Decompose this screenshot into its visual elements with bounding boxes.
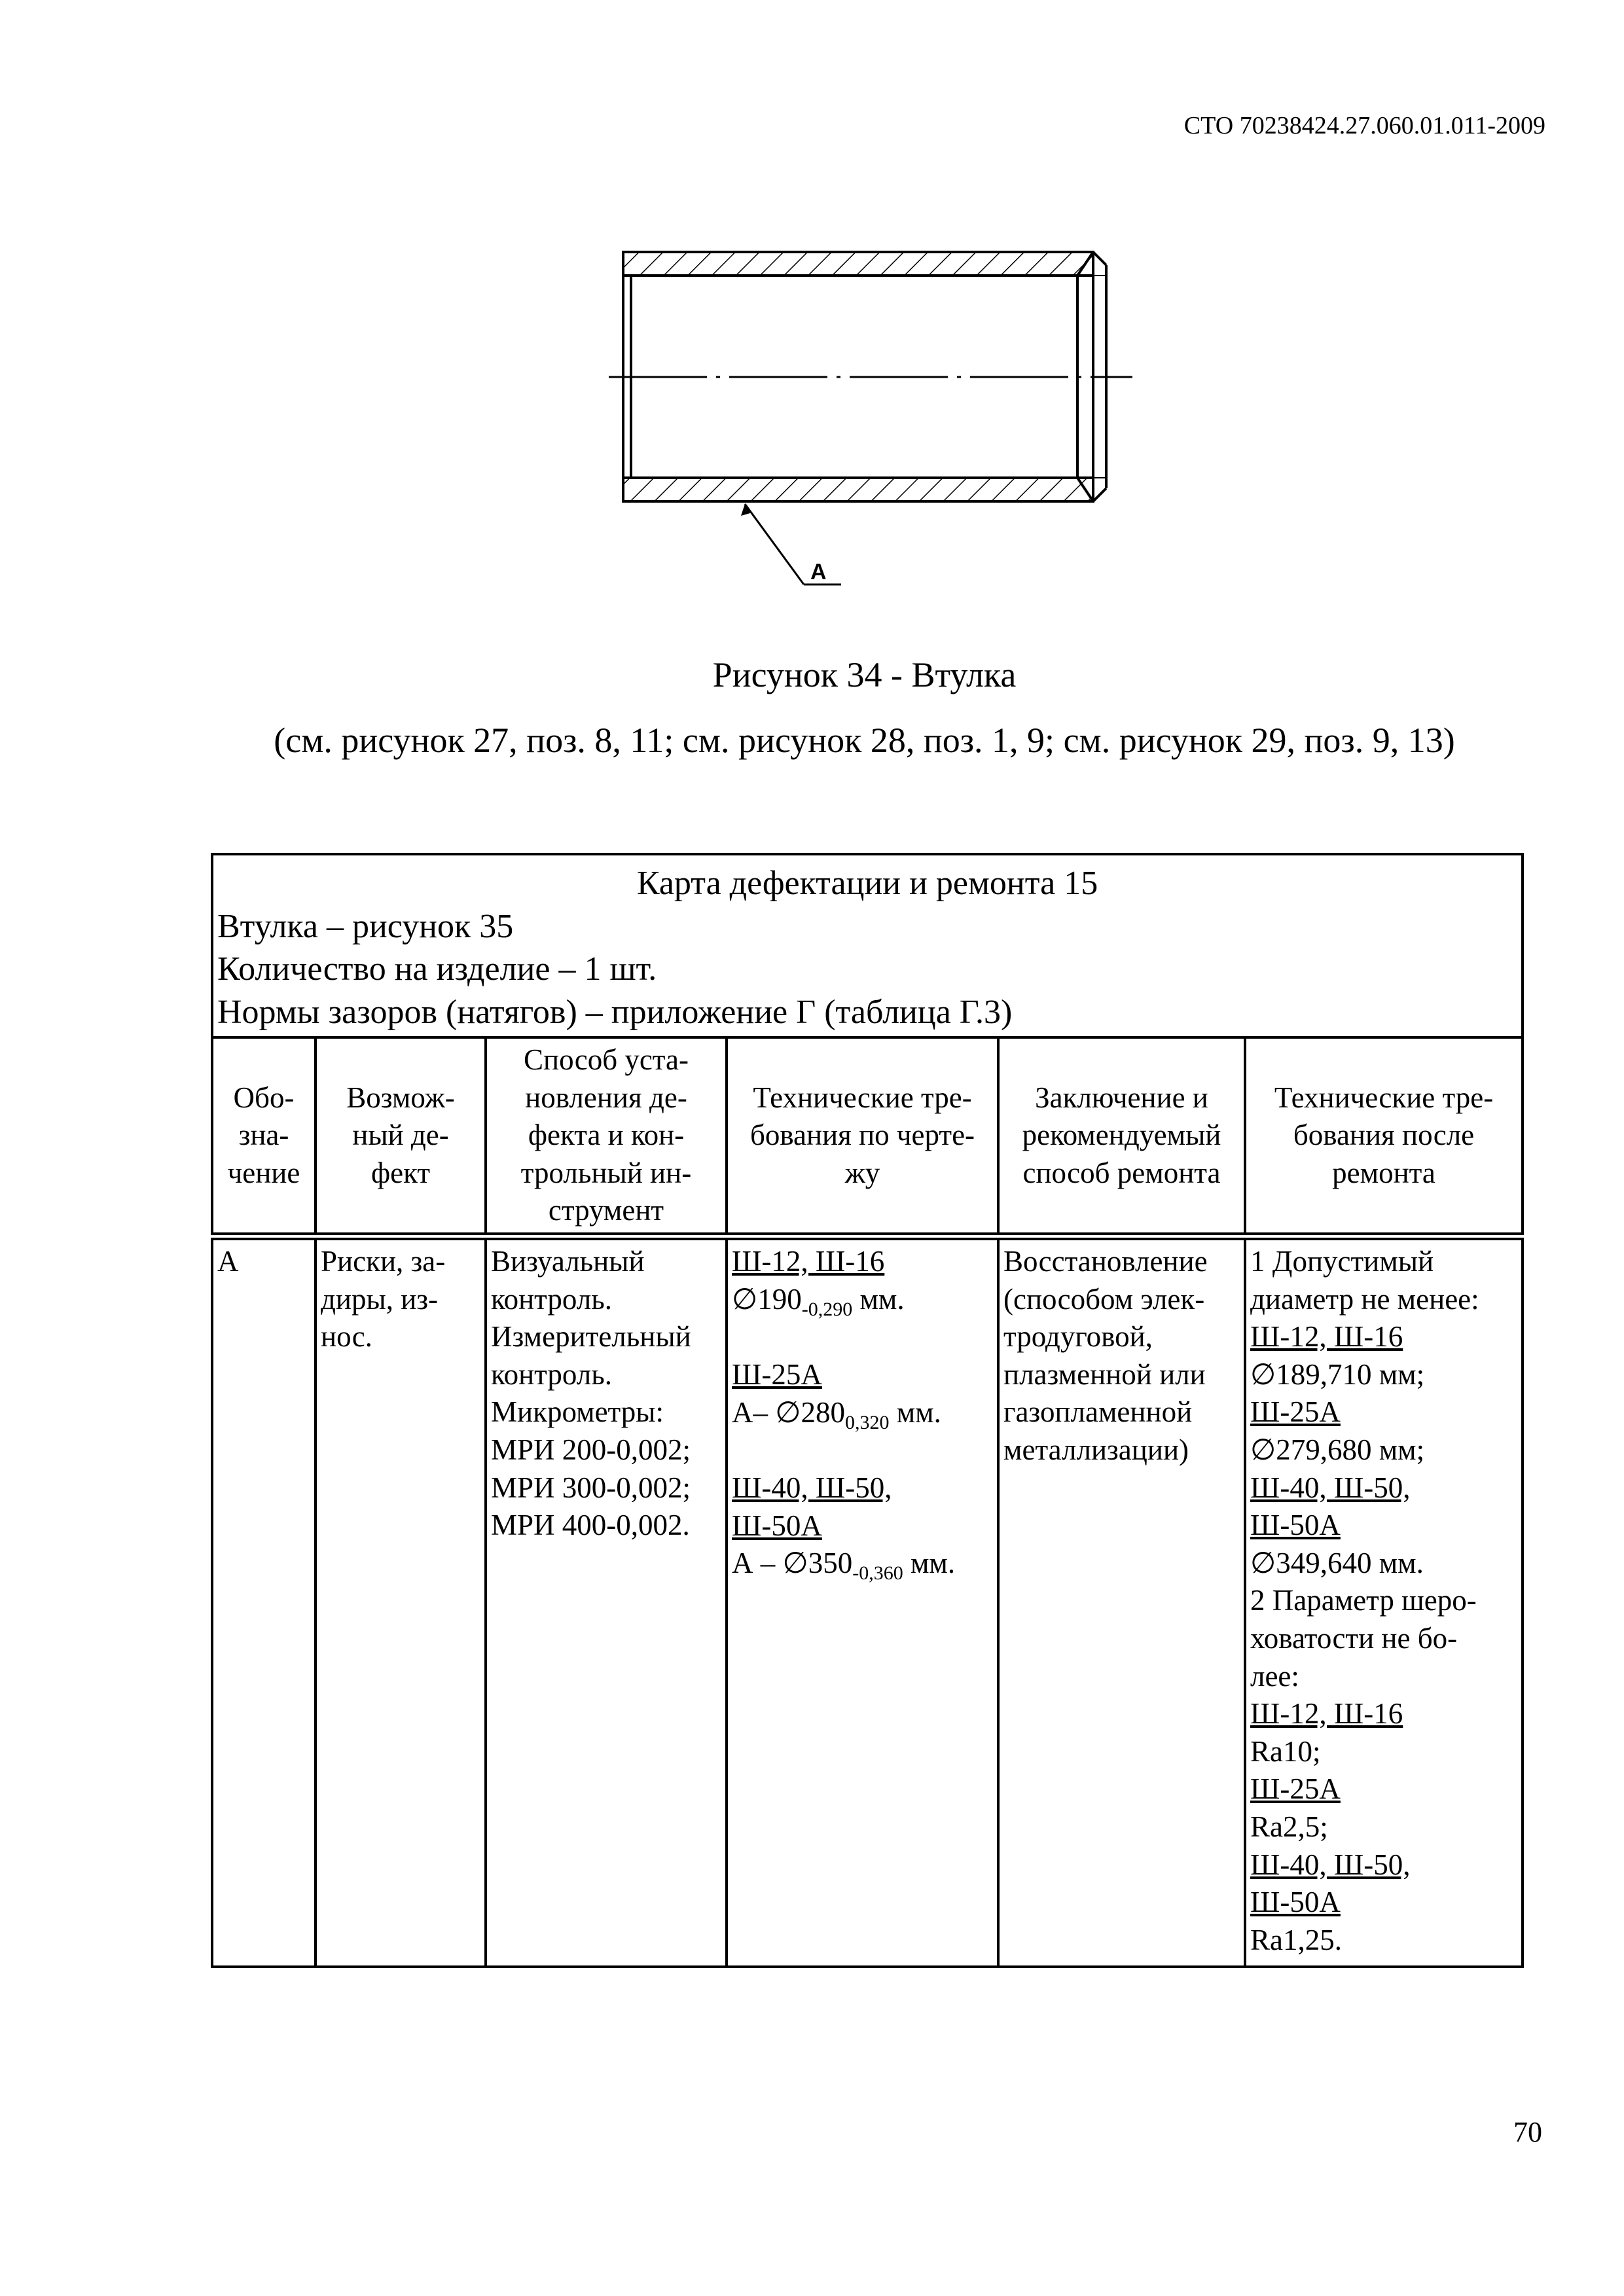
document-code: СТО 70238424.27.060.01.011-2009 — [1183, 112, 1545, 139]
col-defect: Возмож- ный де- фект — [316, 1037, 486, 1236]
col-drawing-requirements: Технические тре- бования по черте- жу — [727, 1037, 998, 1236]
cell-designation: А — [212, 1236, 316, 1967]
column-headers — [212, 1037, 1523, 1236]
cell-conclusion: Восстановление (способом элек- тродуговой, плазменной или газопламенной металлизации) — [998, 1236, 1245, 1967]
leader-line — [745, 504, 804, 584]
cell-drawing-requirements: Ш-12, Ш-16 $\emptyset 190_{-0,290}$ мм. Ш-25А А– $\emptyset 280_{0,320}$ мм. Ш-40, Ш-50, Ш-50А А – $\emptyset 350_{-0,360}$ мм. — [727, 1236, 998, 1967]
card-header — [212, 854, 1523, 1037]
cell-defect: Риски, за- диры, из- нос. — [316, 1236, 486, 1967]
page-number: 70 — [1513, 2116, 1542, 2148]
cell-method: Визуальный контроль. Измерительный контроль. Микрометры: МРИ 200-0,002; МРИ 300-0,002; МРИ 400-0,002. — [486, 1236, 727, 1967]
defect-repair-card — [211, 853, 1524, 1968]
figure-reference-note: (см. рисунок 27, поз. 8, 11; см. рисунок 28, поз. 1, 9; см. рисунок 29, поз. 9, 13) — [274, 721, 1455, 760]
col-conclusion: Заключение и рекомендуемый способ ремонта — [998, 1037, 1245, 1236]
bushing-drawing — [589, 229, 1152, 615]
col-designation: Обо- зна- чение — [212, 1037, 316, 1236]
card-norms: Нормы зазоров (натягов) – приложение Г (таблица Г.3) — [217, 993, 1013, 1031]
figure-caption: Рисунок 34 - Втулка — [712, 655, 1017, 694]
table-row — [212, 1236, 1523, 1967]
surface-label-a: А — [810, 560, 827, 584]
card-quantity: Количество на изделие – 1 шт. — [217, 950, 657, 988]
col-detection-method: Способ уста- новления де- фекта и кон- трольный ин- струмент — [486, 1037, 727, 1236]
cell-post-repair: 1 Допустимый диаметр не менее: Ш-12, Ш-16 ∅189,710 мм; Ш-25А ∅279,680 мм; Ш-40, Ш-50, Ш-50А ∅349,640 мм. 2 Параметр шеро- ховатости не бо- лее: Ш-12, Ш-16 Ra10; Ш-25А Ra2,5; Ш-40, Ш-50, Ш-50А Ra1,25. — [1245, 1236, 1523, 1967]
col-post-repair-requirements: Технические тре- бования после ремонта — [1245, 1037, 1523, 1236]
card-part: Втулка – рисунок 35 — [217, 907, 514, 945]
card-title: Карта дефектации и ремонта 15 — [636, 865, 1098, 902]
